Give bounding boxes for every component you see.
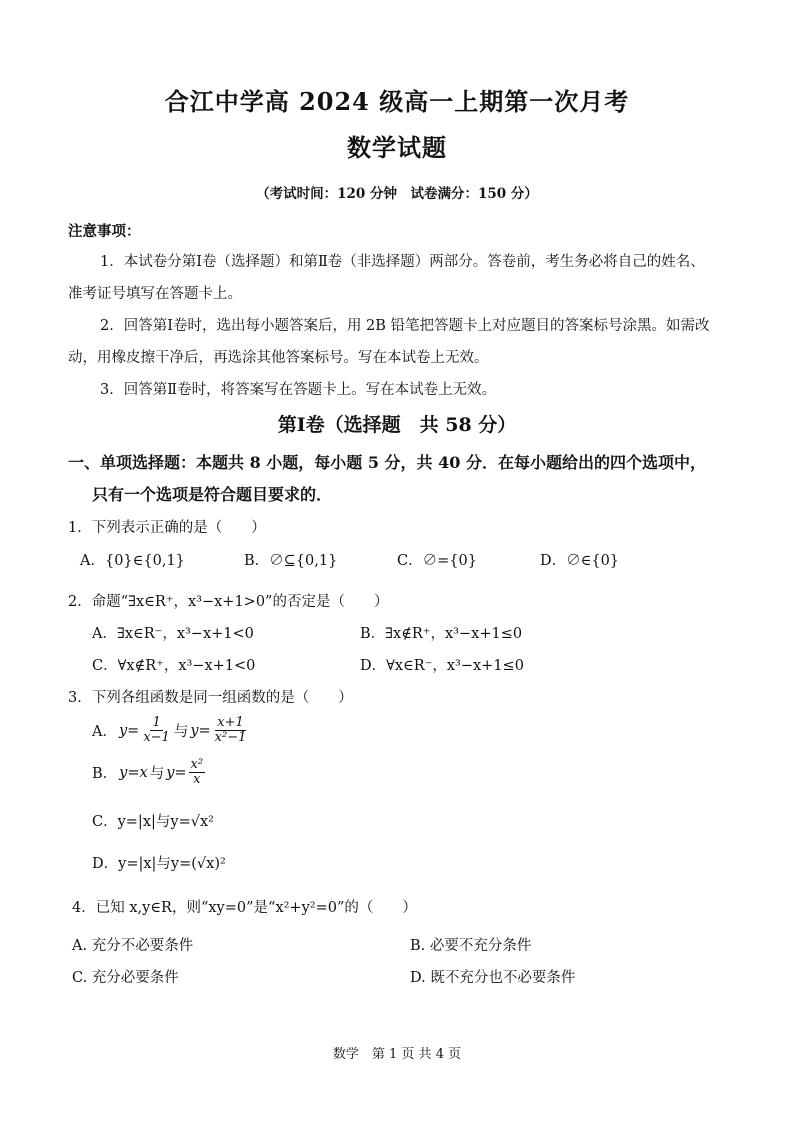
q3-a-fraction-2 (213, 716, 249, 746)
q3-option-b (92, 758, 205, 788)
q3-b-fraction (189, 758, 206, 788)
notice-item-3: 3．回答第Ⅱ卷时，将答案写在答题卡上。写在本试卷上无效。 (100, 382, 497, 398)
q1-option-d: D．∅∈{0} (540, 553, 620, 569)
q3-a-y1: y= (118, 722, 140, 739)
q3-a-and: 与 (173, 724, 189, 741)
q2-option-d: D．∀x∈R⁻，x³−x+1≤0 (360, 658, 524, 674)
part-instruction-line-2: 只有一个选项是符合题目要求的． (92, 485, 333, 504)
q4-option-c: C. 充分必要条件 (72, 970, 179, 986)
q3-a-numerator-2: x+1 (217, 715, 244, 730)
exam-title: 合江中学高 2024 级高一上期第一次月考 (164, 87, 630, 116)
q2-stem: 2．命题“∃x∈R⁺，x³−x+1>0”的否定是（ ） (68, 594, 389, 610)
notice-item-2-line-1: 2．回答第Ⅰ卷时，选出每小题答案后，用 2B 铅笔把答题卡上对应题目的答案标号涂黑。如需改 (100, 318, 710, 334)
notice-item-1-line-2: 准考证号填写在答题卡上。 (68, 286, 242, 302)
q3-a-denominator-2: x²−1 (214, 730, 247, 746)
section-title: 第Ⅰ卷（选择题 共 58 分） (277, 414, 517, 436)
q4-option-b: B. 必要不充分条件 (410, 938, 532, 954)
q3-a-numerator-1: 1 (152, 715, 161, 730)
q3-a-y2: y= (190, 722, 211, 739)
q3-b-and: 与 (149, 766, 165, 783)
q3-option-a (92, 716, 248, 746)
q4-option-d: D. 既不充分也不必要条件 (410, 970, 576, 986)
q3-a-denominator-1: x−1 (143, 730, 170, 746)
q3-b-denominator: x (193, 772, 201, 788)
q1-option-b: B．∅⊆{0,1} (244, 553, 338, 569)
notice-item-1-line-1: 1．本试卷分第Ⅰ卷（选择题）和第Ⅱ卷（非选择题）两部分。答卷前，考生务必将自己的姓名、 (100, 254, 705, 270)
q3-b-prefix: B． (92, 766, 118, 783)
page-footer: 数学 第 1 页 共 4 页 (332, 1047, 462, 1062)
q3-stem: 3．下列各组函数是同一组函数的是（ ） (68, 690, 353, 706)
q1-stem: 1．下列表示正确的是（ ） (68, 520, 266, 536)
q3-option-d: D．y=|x|与y=(√x)² (92, 856, 226, 872)
q1-option-c: C．∅={0} (397, 553, 477, 569)
q3-b-y2: y= (166, 764, 187, 781)
q1-option-a: A．{0}∈{0,1} (80, 553, 185, 569)
exam-info: （考试时间：120 分钟 试卷满分：150 分） (256, 186, 538, 202)
q3-b-left: y=x (119, 764, 148, 781)
notice-item-2-line-2: 动，用橡皮擦干净后，再选涂其他答案标号。写在本试卷上无效。 (68, 350, 489, 366)
q2-option-b: B．∃x∉R⁺，x³−x+1≤0 (360, 626, 523, 642)
q2-option-c: C．∀x∉R⁺，x³−x+1<0 (92, 658, 256, 674)
q3-b-numerator: x² (190, 757, 204, 772)
q3-option-c: C．y=|x|与y=√x² (92, 814, 214, 830)
exam-subtitle: 数学试题 (347, 133, 447, 162)
part-instruction-line-1: 一、单项选择题：本题共 8 小题，每小题 5 分，共 40 分．在每小题给出的四个选项中， (68, 453, 706, 472)
q4-option-a: A. 充分不必要条件 (72, 938, 194, 954)
notice-heading: 注意事项： (68, 223, 141, 240)
q3-a-prefix: A． (92, 724, 117, 741)
q4-stem: 4．已知 x,y∈R，则“xy=0”是“x²+y²=0”的（ ） (72, 900, 417, 916)
q2-option-a: A．∃x∈R⁻，x³−x+1<0 (92, 626, 254, 642)
q3-a-fraction-1 (141, 716, 172, 746)
